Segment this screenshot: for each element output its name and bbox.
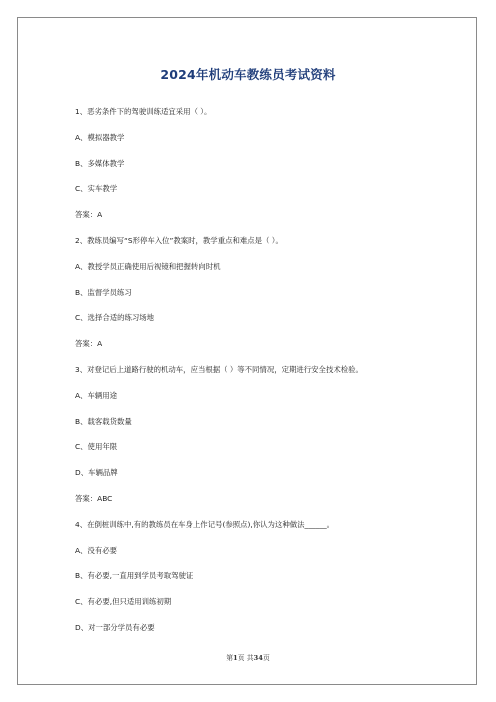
question-4-option-b: B、有必要,一直用到学员考取驾驶证 [75, 571, 194, 581]
question-2-option-c: C、选择合适的练习场地 [75, 313, 155, 323]
question-3-answer: 答案：ABC [75, 493, 113, 503]
question-4-option-c: C、有必要,但只适用训练初期 [75, 597, 172, 607]
question-4-text: 4、在倒桩训练中,有的教练员在车身上作记号(参照点),你认为这种做法______。 [75, 519, 335, 529]
question-3-option-a: A、车辆用途 [75, 390, 118, 400]
question-1-option-c: C、实车教学 [75, 184, 118, 194]
footer-prefix: 第 [226, 654, 234, 662]
question-1-option-a: A、模拟器教学 [75, 132, 125, 142]
footer-suffix: 页 [262, 654, 270, 662]
question-3-option-b: B、载客载货数量 [75, 416, 132, 426]
question-1-text: 1、恶劣条件下的驾驶训练适宜采用（ ）。 [75, 107, 212, 116]
question-4-option-a: A、没有必要 [75, 545, 118, 555]
question-1-option-b: B、多媒体教学 [75, 158, 125, 168]
page-footer [0, 652, 496, 662]
footer-middle: 页 共 [237, 654, 254, 662]
question-2-option-a: A、教授学员正确使用后视镜和把握转向时机 [75, 261, 221, 271]
question-2-option-b: B、监督学员练习 [75, 287, 132, 297]
question-2-text: 2、教练员编写“S形停车入位”教案时，教学重点和难点是（ ）。 [75, 235, 283, 245]
question-4-option-d: D、对一部分学员有必要 [75, 622, 155, 632]
question-3-option-c: C、使用年限 [75, 442, 118, 452]
footer-page-number: 1 [233, 654, 238, 662]
question-2-answer: 答案：A [75, 339, 103, 349]
question-1-answer: 答案：A [75, 210, 103, 220]
question-content [75, 105, 435, 647]
document-title: 2024年机动车教练员考试资料 [160, 67, 336, 82]
question-3-option-d: D、车辆品牌 [75, 468, 118, 478]
question-3-text: 3、对登记后上道路行驶的机动车，应当根据（ ）等不同情况，定期进行安全技术检验。 [75, 364, 363, 374]
footer-total-pages: 34 [253, 654, 263, 662]
